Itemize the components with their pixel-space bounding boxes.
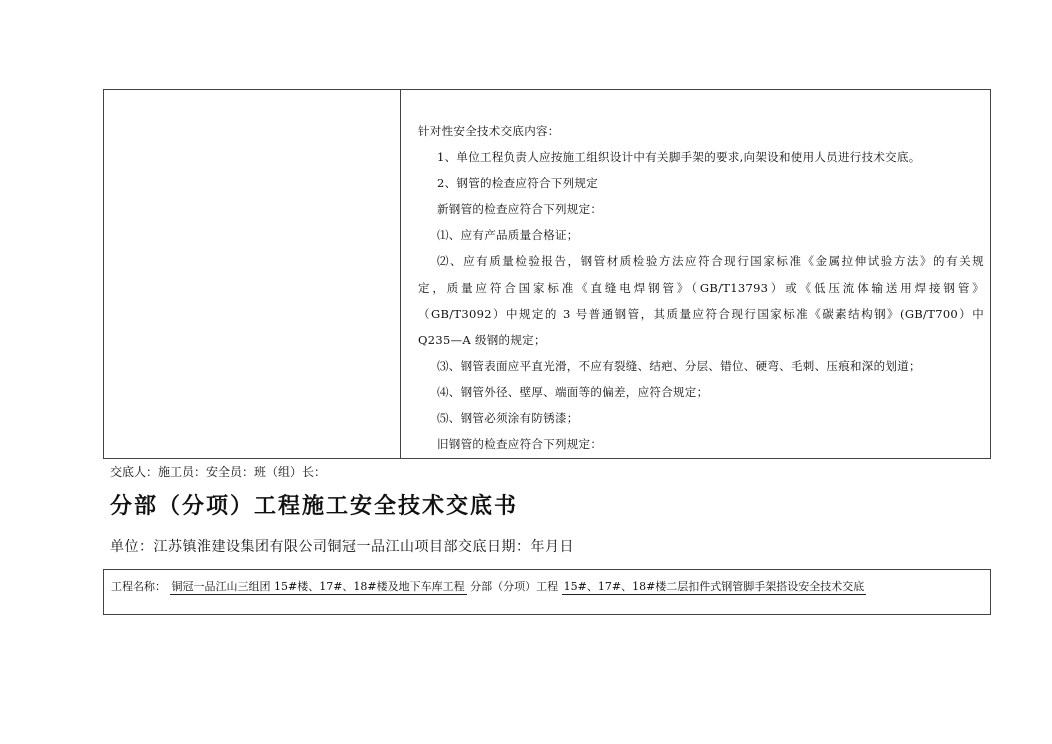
disclosure-table: [103, 89, 991, 459]
project-table: [103, 569, 991, 615]
disclosure-title: 针对性安全技术交底内容：: [418, 124, 560, 138]
disclosure-line: （GB/T3092）中规定的 3 号普通钢管，其质量应符合现行国家标准《碳素结构钢》(GB/T700）中: [418, 306, 984, 321]
table-column-divider: [400, 90, 401, 458]
disclosure-line: 1、单位工程负责人应按施工组织设计中有关脚手架的要求,向架设和使用人员进行技术交底。: [437, 150, 921, 165]
project-name-value: 铜冠一品江山三组团 15#楼、17#、18#楼及地下车库工程: [171, 580, 465, 593]
disclosure-line: Q235—A 级钢的规定；: [418, 332, 546, 347]
page-title: 分部（分项）工程施工安全技术交底书: [110, 493, 519, 519]
disclosure-line: ⑸、钢管必须涂有防锈漆；: [437, 411, 579, 426]
disclosure-line: ⑶、钢管表面应平直光滑，不应有裂缝、结疤、分层、错位、硬弯、毛刺、压痕和深的划道；: [437, 358, 921, 373]
signers-line: 交底人：施工员：安全员：班（组）长：: [110, 465, 327, 479]
disclosure-content: [418, 118, 984, 457]
disclosure-line: 新钢管的检查应符合下列规定：: [437, 202, 603, 217]
project-row: [111, 578, 866, 594]
disclosure-line: ⑷、钢管外径、壁厚、端面等的偏差，应符合规定；: [437, 384, 709, 399]
disclosure-line: 2、钢管的检查应符合下列规定: [437, 176, 599, 191]
subproject-value: 15#、17#、18#楼二层扣件式钢管脚手架搭设安全技术交底: [563, 580, 865, 593]
subproject-label: 分部（分项）工程: [470, 580, 559, 593]
disclosure-line: 旧钢管的检查应符合下列规定：: [437, 437, 603, 452]
project-name-label: 工程名称：: [111, 580, 166, 593]
unit-and-date: 单位：江苏镇淮建设集团有限公司铜冠一品江山项目部交底日期：年月日: [110, 539, 574, 555]
disclosure-line: ⑴、应有产品质量合格证；: [437, 228, 579, 243]
disclosure-line: ⑵、应有质量检验报告，钢管材质检验方法应符合现行国家标准《金属拉伸试验方法》的有关规: [437, 254, 984, 269]
disclosure-line: 定，质量应符合国家标准《直缝电焊钢管》（GB/T13793）或《低压流体输送用焊接钢管》: [418, 280, 984, 295]
